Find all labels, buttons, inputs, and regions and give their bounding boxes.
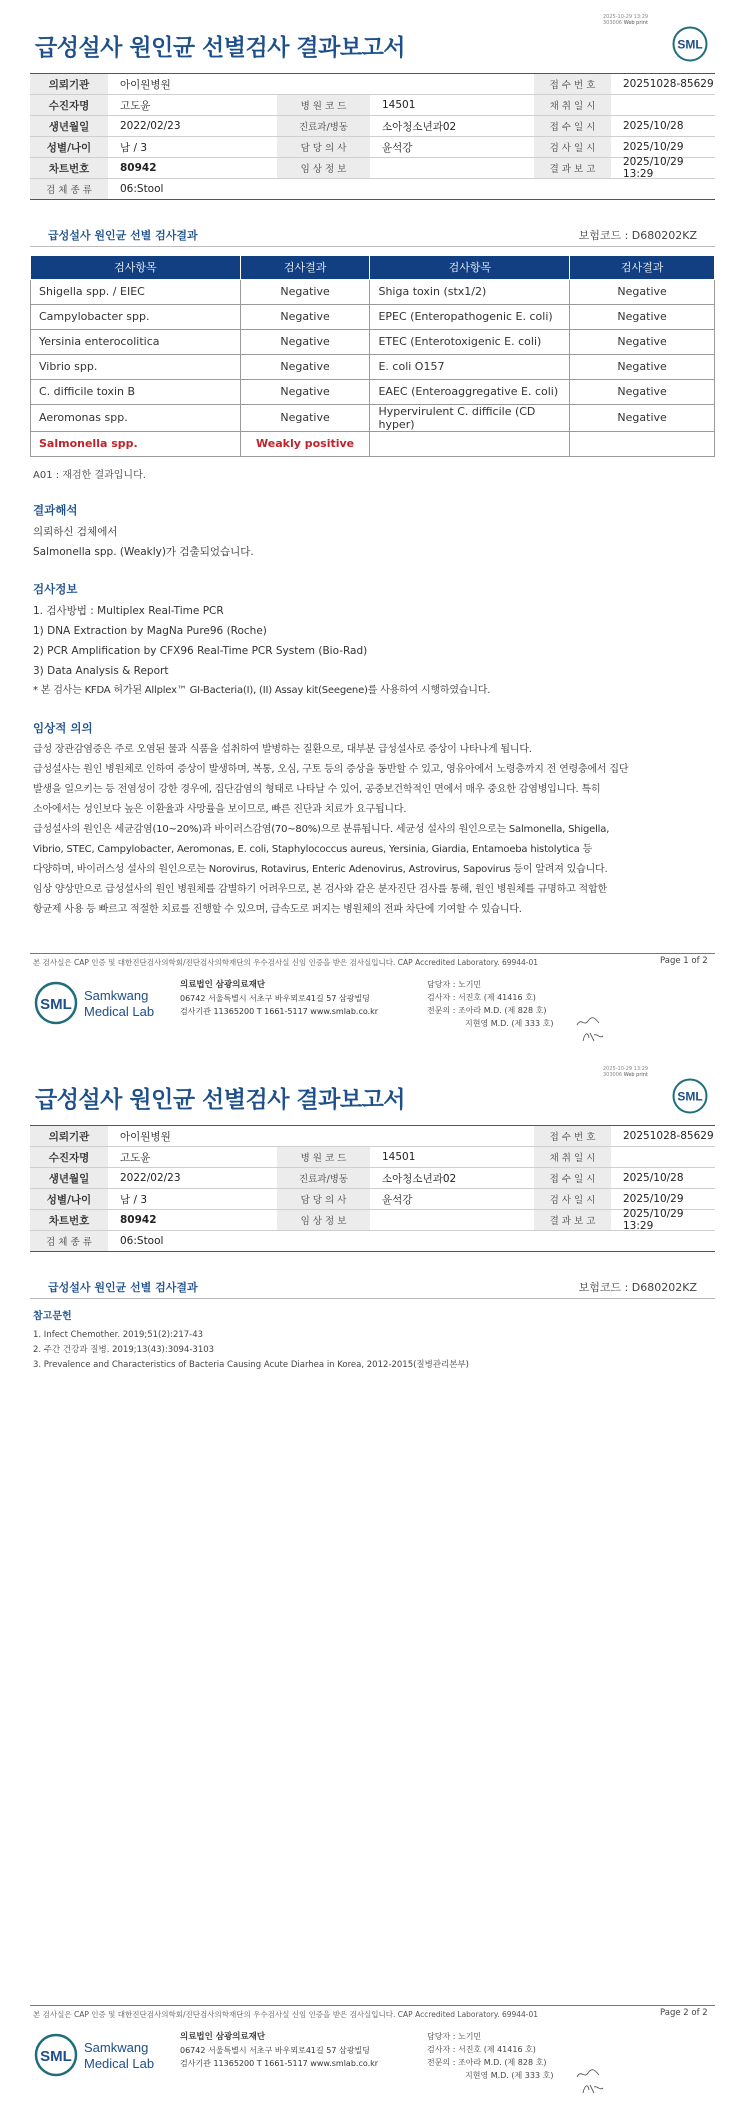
test-result: Negative <box>240 379 370 404</box>
test-info-line: 1) DNA Extraction by MagNa Pure96 (Roche) <box>33 625 267 637</box>
table-row <box>31 379 715 404</box>
receive-date-label: 접 수 일 시 <box>534 116 611 136</box>
test-info-heading: 검사정보 <box>33 582 78 596</box>
clinical-info-value <box>370 1210 534 1230</box>
hospital-code-label: 병 원 코 드 <box>277 95 370 115</box>
sex-age-value: 남 / 3 <box>120 141 148 154</box>
test-item: Hypervirulent C. difficile (CD hyper) <box>370 404 570 431</box>
references-heading: 참고문헌 <box>33 1311 72 1322</box>
interpretation-heading: 결과해석 <box>33 503 78 517</box>
specialist1-text: 전문의 : 조아라 M.D. (제 828 호) <box>427 2058 547 2067</box>
sex-age-value: 남 / 3 <box>120 1193 148 1206</box>
clinical-info-label: 임 상 정 보 <box>277 158 370 178</box>
specimen-label: 검 체 종 류 <box>30 179 108 199</box>
result-section-header <box>30 1276 715 1299</box>
logo-text: SML <box>677 37 703 52</box>
institution-value: 아이원병원 <box>120 1130 171 1143</box>
sex-age-label: 성별/나이 <box>30 1189 108 1209</box>
tester-text: 검사자 : 서진호 (제 41416 호) <box>427 993 536 1002</box>
dob-value: 2022/02/23 <box>120 120 181 132</box>
collect-date-value <box>611 1147 715 1167</box>
table-row <box>31 404 715 431</box>
test-item: Aeromonas spp. <box>31 404 241 431</box>
clinical-heading: 임상적 의의 <box>33 721 93 735</box>
test-result: Negative <box>240 354 370 379</box>
test-result-positive: Weakly positive <box>240 431 370 456</box>
result-section-title: 급성설사 원인균 선별 검사결과 <box>48 229 198 242</box>
table-row-positive <box>31 431 715 456</box>
results-table <box>30 256 715 457</box>
dob-value: 2022/02/23 <box>120 1172 181 1184</box>
receive-date-value: 2025/10/28 <box>623 120 684 132</box>
clinical-line: 임상 양상만으로 급성설사의 원인 병원체를 감별하기 어려우므로, 본 검사와 같은 분자진단 검사를 통해, 원인 병원체를 규명하고 적합한 <box>33 884 607 895</box>
print-stamp-id: 303006 <box>603 1072 623 1078</box>
print-stamp <box>603 14 648 26</box>
test-result: Negative <box>570 379 715 404</box>
sml-logo-icon <box>672 1078 708 1114</box>
staff-info <box>427 978 553 1030</box>
footer-divider <box>30 2005 715 2006</box>
print-stamp-label: Web print <box>623 20 648 26</box>
test-item: C. difficile toxin B <box>31 379 241 404</box>
specimen-value: 06:Stool <box>120 183 164 195</box>
org-address: 06742 서울특별시 서초구 바우뫼로41길 57 삼광빌딩 <box>180 994 370 1003</box>
clinical-line: 급성 장관감염증은 주로 오염된 물과 식품을 섭취하여 발병하는 질환으로, 대부분 급성설사로 증상이 나타나게 됩니다. <box>33 744 532 755</box>
footer-logo-text: SML <box>40 2048 72 2065</box>
receive-date-label: 접 수 일 시 <box>534 1168 611 1188</box>
print-stamp-id: 303006 <box>603 20 623 26</box>
patient-info-table <box>30 73 715 200</box>
samkwang-logo-icon <box>34 2030 164 2080</box>
dob-label: 생년월일 <box>30 116 108 136</box>
test-result: Negative <box>570 404 715 431</box>
brand-name-line2: Medical Lab <box>84 2056 155 2071</box>
signature-icon <box>575 1015 601 1029</box>
test-date-value: 2025/10/29 <box>623 141 684 153</box>
dept-label: 진료과/병동 <box>277 116 370 136</box>
reference-item: 3. Prevalence and Characteristics of Bacteria Causing Acute Diarhea in Korea, 2012-2015(질병관리본부) <box>33 1360 469 1370</box>
specimen-value: 06:Stool <box>120 1235 164 1247</box>
retest-note: A01 : 재검한 결과입니다. <box>33 470 146 481</box>
receive-date-value: 2025/10/28 <box>623 1172 684 1184</box>
report-date-label: 결 과 보 고 <box>534 1210 611 1230</box>
header-test-item: 검사항목 <box>370 256 570 279</box>
org-info <box>180 978 378 1018</box>
test-result <box>570 431 715 456</box>
recipient-label: 수진자명 <box>30 95 108 115</box>
specimen-label: 검 체 종 류 <box>30 1231 108 1251</box>
result-section-title: 급성설사 원인균 선별 검사결과 <box>48 1281 198 1294</box>
brand-name-line1: Samkwang <box>84 2040 149 2055</box>
test-result: Negative <box>240 304 370 329</box>
clinical-text <box>33 740 717 920</box>
accreditation-text: 본 검사실은 CAP 인증 및 대한진단검사의학회/진단검사의학재단의 우수검사실 신임 인증을 받은 검사실입니다. CAP Accredited Laboratory. 69944-01 <box>33 2010 539 2019</box>
test-info-line: 3) Data Analysis & Report <box>33 665 169 677</box>
receipt-no-label: 접 수 번 호 <box>534 74 611 94</box>
institution-label: 의뢰기관 <box>30 1126 108 1146</box>
test-item: Shiga toxin (stx1/2) <box>370 279 570 304</box>
report-date-value: 2025/10/29 13:29 <box>623 1208 684 1232</box>
signature-icon <box>580 2081 606 2095</box>
test-item: Yersinia enterocolitica <box>31 329 241 354</box>
staff-info <box>427 2030 553 2082</box>
recipient-label: 수진자명 <box>30 1147 108 1167</box>
table-row <box>31 354 715 379</box>
clinical-line: 다양하며, 바이러스성 설사의 원인으로는 Norovirus, Rotavirus, Enteric Adenovirus, Astrovirus, Sapovirus 등이 알려져 있습니다. <box>33 864 608 875</box>
test-item <box>370 431 570 456</box>
receipt-no-value: 20251028-85629 <box>623 1130 714 1142</box>
accreditation-text: 본 검사실은 CAP 인증 및 대한진단검사의학회/진단검사의학재단의 우수검사실 신임 인증을 받은 검사실입니다. CAP Accredited Laboratory. 69944-01 <box>33 958 539 967</box>
samkwang-logo-icon <box>34 978 164 1028</box>
dept-value: 소아청소년과02 <box>382 1172 457 1185</box>
brand-name-line2: Medical Lab <box>84 1004 155 1019</box>
test-item: ETEC (Enterotoxigenic E. coli) <box>370 329 570 354</box>
clinical-line: 항균제 사용 등 빠르고 적절한 치료를 진행할 수 있으며, 급속도로 퍼지는 병원체의 전파 차단에 기여할 수 있습니다. <box>33 904 522 915</box>
report-date-label: 결 과 보 고 <box>534 158 611 178</box>
test-item: Vibrio spp. <box>31 354 241 379</box>
test-item-positive: Salmonella spp. <box>31 431 241 456</box>
header-test-result: 검사결과 <box>240 256 370 279</box>
test-result: Negative <box>240 329 370 354</box>
insurance-code: 보험코드 : D680202KZ <box>578 229 697 242</box>
reference-item: 2. 주간 건강과 질병. 2019;13(43):3094-3103 <box>33 1345 215 1355</box>
test-info-text <box>33 601 490 701</box>
brand-name-line1: Samkwang <box>84 988 149 1003</box>
report-title: 급성설사 원인균 선별검사 결과보고서 <box>35 1087 406 1113</box>
test-info-line: * 본 검사는 KFDA 허가된 Allplex™ GI-Bacteria(I), (II) Assay kit(Seegene)를 사용하여 시행하였습니다. <box>33 685 491 696</box>
org-contact: 검사기관 11365200 T 1661-5117 www.smlab.co.kr <box>180 2059 379 2068</box>
test-result: Negative <box>240 279 370 304</box>
header-test-result: 검사결과 <box>570 256 715 279</box>
test-date-value: 2025/10/29 <box>623 1193 684 1205</box>
doctor-value: 윤석강 <box>382 141 413 154</box>
recipient-value: 고도윤 <box>120 1151 151 1164</box>
sex-age-label: 성별/나이 <box>30 137 108 157</box>
report-title: 급성설사 원인균 선별검사 결과보고서 <box>35 35 406 61</box>
dept-label: 진료과/병동 <box>277 1168 370 1188</box>
collect-date-value <box>611 95 715 115</box>
patient-info-table <box>30 1125 715 1252</box>
test-result: Negative <box>570 279 715 304</box>
signature-icon <box>580 1029 606 1043</box>
reference-item: 1. Infect Chemother. 2019;51(2):217-43 <box>33 1330 204 1340</box>
clinical-line: 발생을 일으키는 등 전염성이 강한 경우에, 집단감염의 형태로 나타날 수 있어, 공중보건학적인 면에서 매우 중요한 감염병입니다. 특히 <box>33 784 601 795</box>
interpretation-text <box>33 522 254 562</box>
table-row <box>31 329 715 354</box>
logo-text: SML <box>677 1089 703 1104</box>
institution-value: 아이원병원 <box>120 78 171 91</box>
table-row <box>31 304 715 329</box>
doctor-label: 담 당 의 사 <box>277 1189 370 1209</box>
print-stamp-label: Web print <box>623 1072 648 1078</box>
recipient-value: 고도윤 <box>120 99 151 112</box>
org-contact: 검사기관 11365200 T 1661-5117 www.smlab.co.kr <box>180 1007 379 1016</box>
chart-no-value: 80942 <box>120 1214 157 1226</box>
test-item: EAEC (Enteroaggregative E. coli) <box>370 379 570 404</box>
dob-label: 생년월일 <box>30 1168 108 1188</box>
org-address: 06742 서울특별시 서초구 바우뫼로41길 57 삼광빌딩 <box>180 2046 370 2055</box>
header-test-item: 검사항목 <box>31 256 241 279</box>
test-item: EPEC (Enteropathogenic E. coli) <box>370 304 570 329</box>
interpretation-line: Salmonella spp. (Weakly)가 검출되었습니다. <box>33 546 254 558</box>
report-page-2 <box>0 1052 744 2104</box>
tester-text: 검사자 : 서진호 (제 41416 호) <box>427 2045 536 2054</box>
chart-no-value: 80942 <box>120 162 157 174</box>
specialist1-text: 전문의 : 조아라 M.D. (제 828 호) <box>427 1006 547 1015</box>
test-result: Negative <box>240 404 370 431</box>
manager-text: 담당자 : 노기민 <box>427 2032 482 2041</box>
test-info-line: 1. 검사방법 : Multiplex Real-Time PCR <box>33 605 224 617</box>
results-header-row <box>31 256 715 279</box>
doctor-value: 윤석강 <box>382 1193 413 1206</box>
test-result: Negative <box>570 354 715 379</box>
page-number: Page 1 of 2 <box>660 956 708 966</box>
clinical-line: 급성설사는 원인 병원체로 인하여 증상이 발생하며, 복통, 오심, 구토 등의 증상을 동반할 수 있고, 영유아에서 노령층까지 전 연령층에서 집단 <box>33 764 629 775</box>
interpretation-line: 의뢰하신 검체에서 <box>33 526 118 538</box>
receipt-no-label: 접 수 번 호 <box>534 1126 611 1146</box>
test-item: Shigella spp. / EIEC <box>31 279 241 304</box>
clinical-line: 급성설사의 원인은 세균감염(10~20%)과 바이러스감염(70~80%)으로 분류됩니다. 세균성 설사의 원인으로는 Salmonella, Shigella, <box>33 824 610 835</box>
references-list <box>33 1328 469 1373</box>
footer-divider <box>30 953 715 954</box>
print-stamp <box>603 1066 648 1078</box>
test-item: Campylobacter spp. <box>31 304 241 329</box>
footer-logo-text: SML <box>40 996 72 1013</box>
test-date-label: 검 사 일 시 <box>534 137 611 157</box>
test-info-line: 2) PCR Amplification by CFX96 Real-Time PCR System (Bio-Rad) <box>33 645 368 657</box>
collect-date-label: 채 취 일 시 <box>534 1147 611 1167</box>
hospital-code-value: 14501 <box>382 99 416 111</box>
insurance-code: 보험코드 : D680202KZ <box>578 1281 697 1294</box>
hospital-code-value: 14501 <box>382 1151 416 1163</box>
clinical-line: Vibrio, STEC, Campylobacter, Aeromonas, E. coli, Staphylococcus aureus, Yersinia, Giardia, Entamoeba histolytica 등 <box>33 844 592 855</box>
dept-value: 소아청소년과02 <box>382 120 457 133</box>
specialist2-text: 지현영 M.D. (제 333 호) <box>465 1019 554 1028</box>
clinical-info-label: 임 상 정 보 <box>277 1210 370 1230</box>
org-info <box>180 2030 378 2070</box>
clinical-info-value <box>370 158 534 178</box>
test-item: E. coli O157 <box>370 354 570 379</box>
report-date-value: 2025/10/29 13:29 <box>623 156 684 180</box>
institution-label: 의뢰기관 <box>30 74 108 94</box>
test-result: Negative <box>570 304 715 329</box>
chart-no-label: 차트번호 <box>30 158 108 178</box>
manager-text: 담당자 : 노기민 <box>427 980 482 989</box>
receipt-no-value: 20251028-85629 <box>623 78 714 90</box>
test-result: Negative <box>570 329 715 354</box>
clinical-line: 소아에서는 성인보다 높은 이환율과 사망률을 보이므로, 빠른 진단과 치료가 요구됩니다. <box>33 804 407 815</box>
signature-icon <box>575 2067 601 2081</box>
sml-logo-icon <box>672 26 708 62</box>
collect-date-label: 채 취 일 시 <box>534 95 611 115</box>
specialist2-text: 지현영 M.D. (제 333 호) <box>465 2071 554 2080</box>
org-name: 의료법인 삼광의료재단 <box>180 980 266 990</box>
org-name: 의료법인 삼광의료재단 <box>180 2032 266 2042</box>
result-section-header <box>30 224 715 247</box>
test-date-label: 검 사 일 시 <box>534 1189 611 1209</box>
chart-no-label: 차트번호 <box>30 1210 108 1230</box>
print-stamp-time: 2025-10-29 13:29 <box>603 1066 649 1072</box>
page-number: Page 2 of 2 <box>660 2008 708 2018</box>
doctor-label: 담 당 의 사 <box>277 137 370 157</box>
table-row <box>31 279 715 304</box>
hospital-code-label: 병 원 코 드 <box>277 1147 370 1167</box>
print-stamp-time: 2025-10-29 13:29 <box>603 14 649 20</box>
